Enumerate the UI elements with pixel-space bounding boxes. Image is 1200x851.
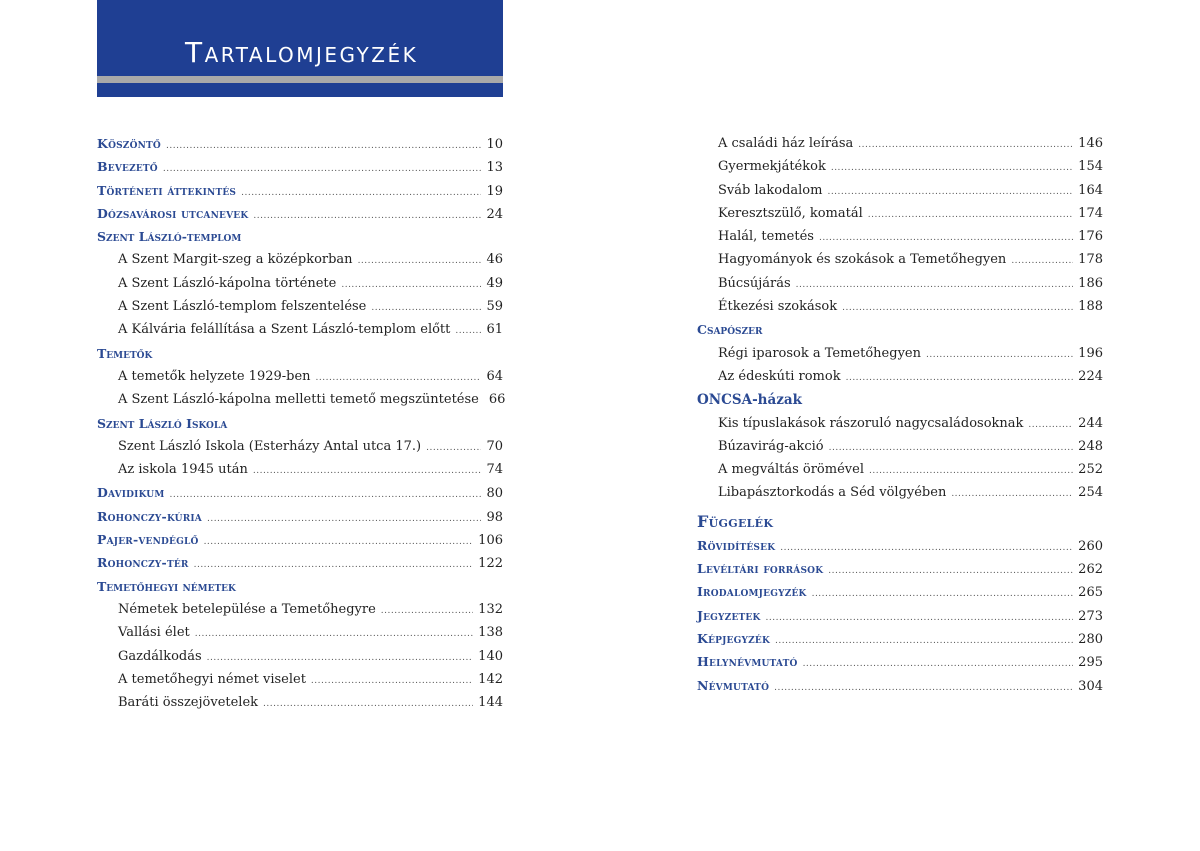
toc-entry: [97, 322, 503, 345]
dot-leader: [194, 560, 474, 570]
toc-entry-page: 140: [478, 648, 503, 664]
toc-entry-label: Gyermekjátékok: [718, 159, 826, 175]
dot-leader: [241, 188, 481, 198]
toc-entry-label: A Szent László-kápolna melletti temető megszüntetése: [118, 392, 479, 408]
toc-entry-label: Dózsavárosi utcanevek: [97, 205, 249, 221]
toc-entry-page: 262: [1078, 562, 1103, 578]
dot-leader: [170, 490, 482, 500]
toc-entry-page: 80: [486, 486, 503, 502]
dot-leader: [796, 280, 1074, 290]
toc-entry-label: A temetők helyzete 1929-ben: [118, 368, 311, 384]
toc-entry: [697, 608, 1103, 631]
dot-leader: [869, 466, 1073, 476]
toc-entry-label: Temetőhegyi németek: [97, 578, 236, 594]
toc-entry: [697, 346, 1103, 369]
toc-entry: [697, 206, 1103, 229]
toc-entry: [97, 649, 503, 672]
dot-leader: [426, 443, 481, 453]
toc-entry-label: Búzavirág-akció: [718, 438, 824, 454]
dot-leader: [766, 613, 1074, 623]
toc-entry: [97, 485, 503, 508]
toc-entry-page: 280: [1078, 631, 1103, 647]
dot-leader: [951, 489, 1073, 499]
toc-entry: [697, 439, 1103, 462]
dot-leader: [163, 164, 482, 174]
toc-entry-page: 260: [1078, 538, 1103, 554]
toc-entry: [97, 462, 503, 485]
toc-entry: [697, 485, 1103, 508]
dot-leader: [774, 683, 1073, 693]
toc-entry: [97, 299, 503, 322]
toc-entry: [97, 369, 503, 392]
toc-entry-label: Temetők: [97, 345, 153, 361]
toc-entry-label: A megváltás örömével: [718, 462, 864, 478]
toc-entry: [97, 439, 503, 462]
dot-leader: [829, 443, 1074, 453]
toc-entry-label: Köszöntő: [97, 136, 161, 151]
toc-entry: [97, 276, 503, 299]
toc-entry: [697, 416, 1103, 439]
toc-entry-label: A Kálvária felállítása a Szent László-templom előtt: [118, 322, 451, 338]
toc-entry-label: Davidikum: [97, 485, 165, 501]
toc-entry-page: 244: [1078, 415, 1103, 431]
toc-entry-page: 98: [486, 509, 503, 525]
toc-entry-label: Függelék: [697, 511, 774, 531]
toc-entry-label: Rohonczy-tér: [97, 555, 189, 571]
dot-leader: [381, 606, 473, 616]
toc-entry-label: Az édeskúti romok: [718, 368, 841, 384]
toc-entry: [97, 555, 503, 578]
dot-leader: [253, 211, 481, 221]
toc-entry-label: Keresztszülő, komatál: [718, 205, 863, 221]
toc-entry: [697, 322, 1103, 345]
dot-leader: [195, 629, 473, 639]
toc-entry-page: 13: [486, 160, 503, 176]
toc-entry: [697, 159, 1103, 182]
toc-entry-page: 10: [486, 137, 503, 152]
toc-entry-label: Sváb lakodalom: [718, 182, 823, 198]
toc-entry-label: A Szent László-templom felszentelése: [118, 299, 367, 315]
toc-entry-label: Történeti áttekintés: [97, 182, 237, 198]
toc-entry: [97, 136, 503, 159]
toc-entry: [697, 136, 1103, 159]
toc-entry-page: 154: [1078, 159, 1103, 175]
dot-leader: [1028, 420, 1073, 430]
dot-leader: [204, 537, 474, 547]
toc-entry: [697, 654, 1103, 677]
toc-entry-label: A családi ház leírása: [718, 136, 854, 151]
dot-leader: [827, 187, 1073, 197]
toc-entry: [697, 276, 1103, 299]
toc-entry: [97, 416, 503, 439]
dot-leader: [812, 589, 1074, 599]
toc-entry: [97, 672, 503, 695]
toc-entry: [97, 695, 503, 718]
toc-entry-label: Gazdálkodás: [118, 648, 202, 664]
toc-right-column: [697, 136, 1103, 701]
toc-entry-page: 254: [1078, 485, 1103, 501]
toc-entry: [97, 532, 503, 555]
toc-entry-page: 188: [1078, 299, 1103, 315]
dot-leader: [846, 373, 1074, 383]
toc-entry: [97, 625, 503, 648]
toc-entry-page: 273: [1078, 608, 1103, 624]
dot-leader: [831, 163, 1073, 173]
toc-entry-label: Jegyzetek: [697, 607, 761, 623]
dot-leader: [207, 514, 481, 524]
toc-entry-label: Rövidítések: [697, 537, 776, 553]
toc-entry: [97, 252, 503, 275]
toc-entry: [97, 206, 503, 229]
dot-leader: [775, 636, 1073, 646]
toc-entry: [97, 346, 503, 369]
dot-leader: [311, 676, 473, 686]
toc-entry-label: Baráti összejövetelek: [118, 695, 259, 711]
toc-entry: [697, 631, 1103, 654]
toc-entry-page: 24: [486, 206, 503, 222]
toc-entry-page: 164: [1078, 182, 1103, 198]
toc-entry-page: 186: [1078, 275, 1103, 291]
toc-entry: [697, 183, 1103, 206]
toc-entry-label: Bevezető: [97, 159, 158, 175]
toc-entry: [97, 229, 503, 252]
toc-entry-page: 295: [1078, 655, 1103, 671]
toc-entry-label: Irodalomjegyzék: [697, 584, 807, 600]
toc-entry-page: 66: [488, 392, 506, 408]
toc-entry: [97, 159, 503, 182]
dot-leader: [1011, 256, 1073, 266]
toc-entry-page: 178: [1078, 252, 1103, 268]
dot-leader: [455, 326, 481, 336]
dot-leader: [316, 373, 482, 383]
dot-leader: [868, 210, 1073, 220]
title-banner: [97, 0, 503, 97]
dot-leader: [341, 280, 481, 290]
toc-entry-page: 106: [478, 533, 503, 549]
toc-entry-page: 196: [1078, 345, 1103, 361]
toc-entry-page: 74: [486, 462, 503, 478]
banner-stripe: [97, 76, 503, 83]
toc-entry: [97, 183, 503, 206]
toc-entry: [697, 462, 1103, 485]
toc-entry: [697, 538, 1103, 561]
toc-entry-label: Szent László Iskola (Esterházy Antal utca 17.): [118, 438, 422, 454]
toc-entry-label: A Szent László-kápolna története: [118, 275, 337, 291]
toc-entry-page: 59: [486, 299, 503, 315]
toc-left-column: [97, 136, 506, 718]
toc-entry-page: 174: [1078, 205, 1103, 221]
toc-entry-label: Kis típuslakások rászoruló nagycsaládosoknak: [718, 415, 1024, 431]
toc-entry-label: Vallási élet: [118, 625, 190, 641]
toc-entry: [97, 392, 506, 415]
toc-entry: [697, 369, 1103, 392]
toc-entry-page: 304: [1078, 678, 1103, 694]
dot-leader: [858, 140, 1073, 150]
toc-entry-page: 248: [1078, 438, 1103, 454]
toc-entry-label: Halál, temetés: [718, 229, 814, 245]
toc-entry-page: 176: [1078, 229, 1103, 245]
toc-entry-label: Régi iparosok a Temetőhegyen: [718, 345, 921, 361]
toc-entry: [697, 561, 1103, 584]
toc-entry-page: 144: [478, 695, 503, 711]
toc-entry-page: 138: [478, 625, 503, 641]
dot-leader: [819, 233, 1073, 243]
toc-entry-label: Helynévmutató: [697, 654, 798, 670]
dot-leader: [842, 303, 1073, 313]
toc-entry-page: 146: [1078, 136, 1103, 151]
toc-entry: [97, 509, 503, 532]
toc-entry-page: 122: [478, 556, 503, 572]
toc-entry-label: Libapásztorkodás a Séd völgyében: [718, 485, 947, 501]
dot-leader: [358, 256, 482, 266]
toc-entry: [697, 299, 1103, 322]
toc-entry-label: Levéltári források: [697, 561, 824, 577]
toc-entry-page: 19: [486, 183, 503, 199]
page-title: Tartalomjegyzék: [185, 36, 419, 69]
toc-entry-page: 252: [1078, 462, 1103, 478]
toc-entry-label: Csapószer: [697, 322, 763, 338]
toc-entry-label: Búcsújárás: [718, 275, 791, 291]
dot-leader: [263, 699, 473, 709]
toc-entry-label: Étkezési szokások: [718, 299, 838, 315]
toc-entry: [697, 678, 1103, 701]
toc-entry-page: 70: [486, 438, 503, 454]
dot-leader: [371, 303, 481, 313]
toc-entry-label: Szent László Iskola: [97, 415, 228, 431]
toc-entry-label: A Szent Margit-szeg a középkorban: [118, 252, 353, 268]
dot-leader: [828, 566, 1073, 576]
toc-entry-page: 46: [486, 252, 503, 268]
toc-entry-page: 64: [486, 368, 503, 384]
toc-entry: [97, 602, 503, 625]
dot-leader: [926, 350, 1073, 360]
toc-entry-page: 132: [478, 601, 503, 617]
toc-entry-label: Rohonczy-kúria: [97, 508, 202, 524]
toc-entry-page: 49: [486, 275, 503, 291]
toc-entry-page: 224: [1078, 368, 1103, 384]
toc-entry-label: A temetőhegyi német viselet: [118, 671, 306, 687]
toc-entry: [97, 579, 503, 602]
dot-leader: [166, 141, 481, 151]
toc-entry: [697, 584, 1103, 607]
toc-entry: [697, 229, 1103, 252]
dot-leader: [803, 659, 1074, 669]
dot-leader: [780, 543, 1073, 553]
toc-entry: [697, 392, 1103, 415]
toc-entry-label: Szent László-templom: [97, 229, 242, 245]
toc-entry-page: 265: [1078, 585, 1103, 601]
toc-entry-label: Hagyományok és szokások a Temetőhegyen: [718, 252, 1007, 268]
dot-leader: [207, 653, 474, 663]
toc-entry-label: Németek betelepülése a Temetőhegyre: [118, 601, 376, 617]
toc-entry: [697, 252, 1103, 275]
toc-entry-label: Képjegyzék: [697, 630, 770, 646]
toc-entry-label: Az iskola 1945 után: [118, 462, 248, 478]
toc-entry-label: ONCSA-házak: [697, 392, 803, 409]
toc-entry-page: 61: [486, 322, 503, 338]
toc-entry-label: Névmutató: [697, 677, 770, 693]
toc-entry-label: Pajer-vendéglő: [97, 532, 199, 548]
dot-leader: [253, 466, 482, 476]
toc-entry: [697, 512, 1103, 538]
toc-entry-page: 142: [478, 671, 503, 687]
